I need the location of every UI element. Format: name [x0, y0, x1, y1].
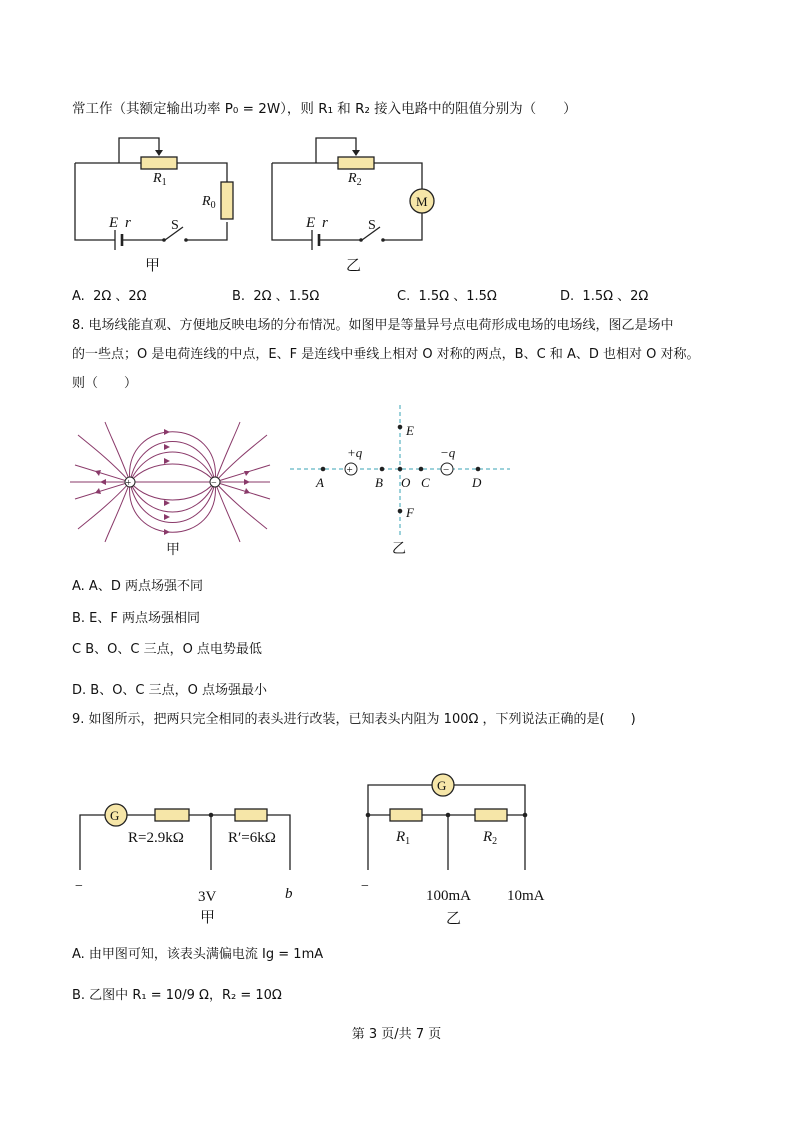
- svg-text:−: −: [211, 478, 217, 489]
- q8-points-yi: [290, 405, 520, 560]
- svg-text:乙: 乙: [346, 258, 362, 274]
- q8-stem-line2: 的一些点；O 是电荷连线的中点，E、F 是连线中垂线上相对 O 对称的两点，B、C 和 A、D 也相对 O 对称。: [72, 347, 700, 362]
- svg-text:100mA: 100mA: [426, 888, 471, 904]
- q7-stem-line: 常工作（其额定输出功率 P₀ = 2W），则 R₁ 和 R₂ 接入电路中的阻值分别为（ ）: [72, 101, 577, 117]
- svg-text:M: M: [416, 194, 428, 209]
- svg-text:甲: 甲: [145, 258, 161, 274]
- svg-text:E: E: [306, 215, 316, 231]
- q8-field-lines-jia: [70, 420, 280, 560]
- svg-text:−: −: [75, 879, 83, 894]
- q9-circuit-jia: [70, 795, 310, 935]
- svg-text:−q: −q: [440, 445, 456, 460]
- svg-text:O: O: [401, 475, 411, 490]
- svg-text:b: b: [285, 886, 293, 902]
- svg-text:E: E: [406, 423, 414, 438]
- svg-text:R0: $R_0$: [202, 194, 216, 211]
- svg-text:甲: 甲: [166, 543, 180, 558]
- svg-text:F: F: [406, 505, 414, 520]
- q7-circuit-yi: [262, 130, 452, 280]
- svg-text:E: E: [109, 215, 119, 231]
- svg-text:A: A: [316, 475, 324, 490]
- q8-stem-line3: 则（ ）: [72, 376, 138, 391]
- svg-text:乙: 乙: [446, 911, 462, 927]
- svg-text:+: +: [346, 464, 353, 476]
- svg-text:r: r: [125, 215, 131, 231]
- q7-option-a[interactable]: A. 2Ω 、2Ω: [72, 289, 147, 304]
- svg-text:R1: $R_1$: [396, 829, 411, 847]
- svg-text:G: G: [110, 808, 120, 823]
- q9-circuit-yi: [350, 765, 570, 935]
- page-footer: 第 3 页/共 7 页: [351, 1027, 442, 1042]
- svg-text:r: r: [322, 215, 328, 231]
- svg-text:R=2.9kΩ: R=2.9kΩ: [128, 830, 184, 846]
- svg-text:B: B: [375, 475, 383, 490]
- svg-text:乙: 乙: [392, 542, 406, 557]
- svg-text:−: −: [361, 879, 369, 894]
- svg-text:10mA: 10mA: [507, 888, 545, 904]
- q7-option-c[interactable]: C. 1.5Ω 、1.5Ω: [397, 289, 497, 304]
- svg-text:−: −: [443, 464, 450, 476]
- q8-option-b[interactable]: B. E、F 两点场强相同: [72, 611, 201, 626]
- q7-option-d[interactable]: D. 1.5Ω 、2Ω: [560, 289, 649, 304]
- svg-text:R1: $R_1$: [153, 171, 167, 188]
- q9-option-a[interactable]: A. 由甲图可知，该表头满偏电流 Ig = 1mA: [72, 947, 324, 962]
- svg-text:D: D: [472, 475, 482, 490]
- svg-text:G: G: [437, 778, 447, 793]
- q7-circuit-jia: [65, 130, 255, 280]
- svg-text:R2: $R_2$: [483, 829, 498, 847]
- q8-option-a[interactable]: A. A、D 两点场强不同: [72, 579, 203, 594]
- svg-text:甲: 甲: [200, 910, 216, 926]
- q8-stem-line1: 8. 电场线能直观、方便地反映电场的分布情况。如图甲是等量异号点电荷形成电场的电场线，图乙是场中: [72, 318, 674, 333]
- q7-option-b[interactable]: B. 2Ω 、1.5Ω: [232, 289, 320, 304]
- svg-text:3V: 3V: [198, 889, 217, 905]
- q8-option-c[interactable]: C B、O、C 三点，O 点电势最低: [72, 642, 262, 657]
- svg-text:+q: +q: [347, 445, 363, 460]
- svg-text:C: C: [421, 475, 430, 490]
- svg-text:S: S: [171, 218, 179, 233]
- svg-text:+: +: [125, 478, 132, 489]
- q9-option-b[interactable]: B. 乙图中 R₁ = 10/9 Ω，R₂ = 10Ω: [72, 988, 282, 1003]
- svg-text:S: S: [368, 218, 376, 233]
- q9-stem-line: 9. 如图所示，把两只完全相同的表头进行改装，已知表头内阻为 100Ω ，下列说法正确的是( ): [72, 712, 636, 727]
- svg-text:R′=6kΩ: R′=6kΩ: [228, 830, 276, 846]
- svg-text:R2: $R_2$: [348, 171, 362, 188]
- q8-option-d[interactable]: D. B、O、C 三点，O 点场强最小: [72, 683, 268, 698]
